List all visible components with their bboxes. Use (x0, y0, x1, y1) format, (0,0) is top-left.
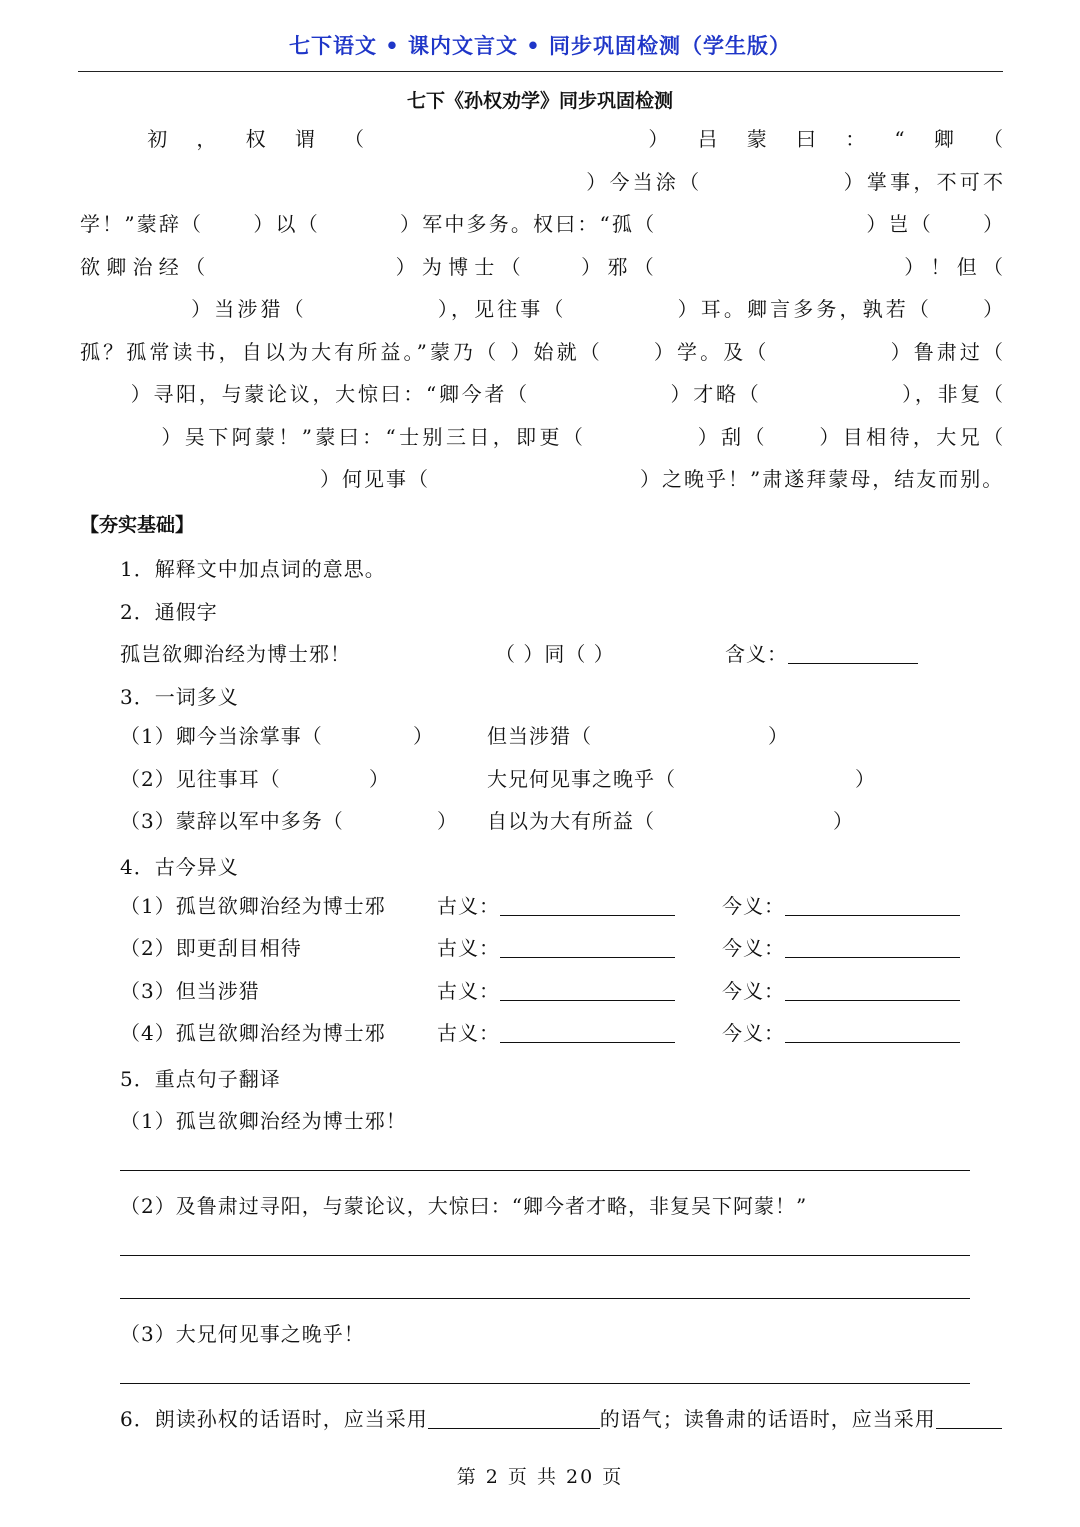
q4-gu-label: 古义： (437, 1021, 500, 1045)
answer-line[interactable] (120, 1383, 970, 1384)
q5-item-2: （2）及鲁肃过寻阳，与蒙论议，大惊曰：“卿今者才略，非复吴下阿蒙！” (120, 1194, 808, 1218)
q3-paren: ） (413, 724, 434, 748)
answer-line[interactable] (120, 1170, 970, 1171)
q4-item-2: （2）即更刮目相待 (120, 936, 302, 960)
question-2-title: 2．通假字 (120, 600, 218, 624)
q4-jin-label: 今义： (722, 936, 785, 960)
doc-title: 七下《孙权劝学》同步巩固检测 (406, 90, 673, 112)
q4-item-4: （4）孤岂欲卿治经为博士邪 (120, 1021, 386, 1045)
q4-gu-label: 古义： (437, 894, 500, 918)
q4-jin-input[interactable] (785, 978, 960, 1001)
header-title: 七下语文 • 课内文言文 • 同步巩固检测（学生版） (288, 34, 792, 58)
q6-text-a: 6．朗读孙权的话语时，应当采用 (120, 1407, 428, 1431)
question-5-title: 5．重点句子翻译 (120, 1067, 281, 1091)
answer-line[interactable] (120, 1298, 970, 1299)
q3-paren: ） (768, 724, 789, 748)
q2-meaning-label: 含义： (725, 642, 788, 666)
q3-item-2b: 大兄何见事之晚乎（ (487, 767, 676, 791)
passage: 初，权谓（ ）吕蒙曰：“卿（）今当涂（ ）掌事，不可不学！”蒙辞（ ）以（ ）军中多务。权曰：“孤（ ）岂（ ）欲卿治经（ ）为博士（ ）邪（ ）！但（）当涉猎（ ），见往事（ ）耳。卿言多务，孰若（ ）孤？孤常读书，自以为大有所益。”蒙乃（ ）始就（ ）学。及（ ）鲁肃过（）寻阳，与蒙论议，大惊曰：“卿今者（ ）才略（ ），非复（）吴下阿蒙！”蒙曰：“士别三日，即更（ ）刮（ ）目相待，大兄（）何见事（ ）之晚乎！”肃遂拜蒙母，结友而别。 (80, 127, 1006, 491)
q4-gu-input[interactable] (500, 1020, 675, 1043)
q3-item-3a: （3）蒙辞以军中多务（ (120, 809, 344, 833)
q4-gu-input[interactable] (500, 978, 675, 1001)
q6-text-b: 的语气；读鲁肃的话语时，应当采用 (599, 1407, 936, 1431)
q3-item-2a: （2）见往事耳（ (120, 767, 281, 791)
answer-line[interactable] (120, 1255, 970, 1256)
page-footer: 第 2 页 共 20 页 (456, 1466, 624, 1488)
q5-item-3: （3）大兄何见事之晚乎！ (120, 1322, 365, 1346)
q6-blank-1[interactable] (428, 1406, 600, 1429)
q3-item-3b: 自以为大有所益（ (487, 809, 655, 833)
q4-jin-input[interactable] (785, 893, 960, 916)
question-1: 1．解释文中加点词的意思。 (120, 557, 386, 581)
passage-seg: 初，权谓 (120, 127, 344, 151)
q4-gu-label: 古义： (437, 979, 500, 1003)
q2-meaning-input[interactable] (788, 641, 918, 664)
q3-item-1b: 但当涉猎（ (487, 724, 592, 748)
q4-gu-input[interactable] (500, 935, 675, 958)
q4-gu-label: 古义： (437, 936, 500, 960)
q3-paren: ） (369, 767, 390, 791)
q3-item-1a: （1）卿今当涂掌事（ (120, 724, 323, 748)
question-4-title: 4．古今异义 (120, 855, 239, 879)
q6-blank-2[interactable] (936, 1406, 1002, 1429)
section-heading: 【夯实基础】 (80, 514, 195, 536)
q4-jin-input[interactable] (785, 935, 960, 958)
q4-item-1: （1）孤岂欲卿治经为博士邪 (120, 894, 386, 918)
q4-jin-label: 今义： (722, 979, 785, 1003)
q2-blank[interactable]: （ ）同（ ） (495, 642, 615, 666)
q4-item-3: （3）但当涉猎 (120, 979, 260, 1003)
q3-paren: ） (855, 767, 876, 791)
q4-jin-label: 今义： (722, 1021, 785, 1045)
q4-gu-input[interactable] (500, 893, 675, 916)
question-3-title: 3．一词多义 (120, 685, 239, 709)
q3-paren: ） (437, 809, 458, 833)
q3-paren: ） (833, 809, 854, 833)
q2-sentence: 孤岂欲卿治经为博士邪！ (120, 642, 351, 666)
q5-item-1: （1）孤岂欲卿治经为博士邪！ (120, 1109, 407, 1133)
header-divider (78, 71, 1003, 72)
q4-jin-label: 今义： (722, 894, 785, 918)
q4-jin-input[interactable] (785, 1020, 960, 1043)
